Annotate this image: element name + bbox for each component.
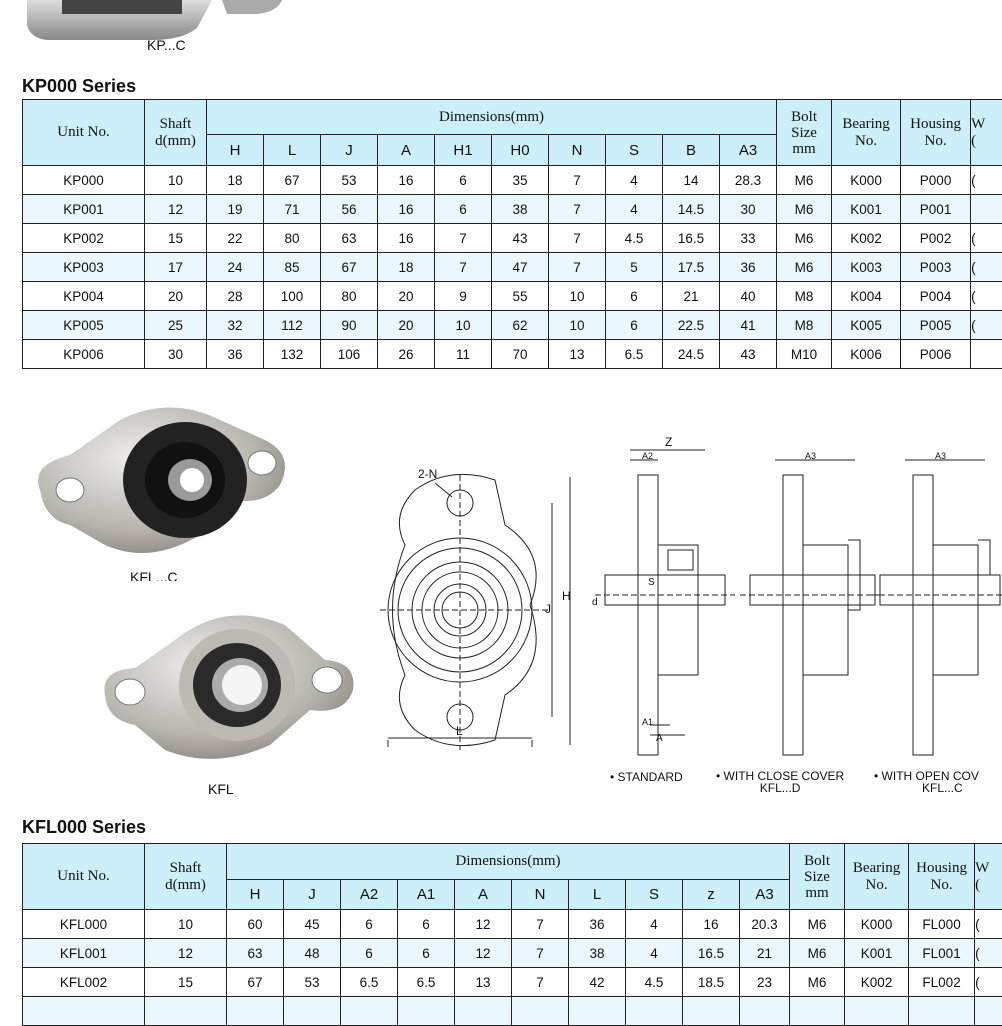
housing-no-header: Housing No. <box>901 100 971 166</box>
table-row <box>23 282 1002 311</box>
table-cell: K006 <box>832 340 901 369</box>
table-row <box>23 939 1002 968</box>
dimension-col-header: J <box>284 880 341 910</box>
dimension-col-header: A1 <box>398 880 455 910</box>
table-cell: 36 <box>569 910 626 939</box>
table-cell: M8 <box>777 282 832 311</box>
caption-close-cover: • WITH CLOSE COVER KFL...D <box>716 770 844 794</box>
label-a1: A1 <box>642 717 653 727</box>
table-cell <box>145 997 227 1026</box>
bolt-size-header: Bolt Size mm <box>790 844 845 910</box>
table-cell: 30 <box>720 195 777 224</box>
table-row <box>23 195 1002 224</box>
table-cell: 16 <box>378 166 435 195</box>
table-cell: ( <box>971 311 1002 340</box>
table-cell: P003 <box>901 253 971 282</box>
table-cell: 22.5 <box>663 311 720 340</box>
label-h: H <box>562 589 571 603</box>
table-cell: 7 <box>512 910 569 939</box>
table-cell: 90 <box>321 311 378 340</box>
label-d: d <box>592 597 598 608</box>
kp-c-caption: KP...C <box>147 37 186 53</box>
table-cell <box>971 195 1002 224</box>
table-cell: 22 <box>207 224 264 253</box>
table-cell: 16 <box>378 224 435 253</box>
table-cell <box>683 997 740 1026</box>
table-cell <box>284 997 341 1026</box>
table-cell: KFL001 <box>23 939 145 968</box>
table-cell: 24.5 <box>663 340 720 369</box>
table-cell: 28 <box>207 282 264 311</box>
table-cell: K001 <box>845 939 909 968</box>
dimension-col-header: A2 <box>341 880 398 910</box>
table-cell: 14.5 <box>663 195 720 224</box>
label-a: A <box>656 733 663 744</box>
kfl-c-caption: KFL...C <box>130 569 177 581</box>
label-a3-close: A3 <box>805 451 816 461</box>
kp-spec-table <box>22 99 1002 369</box>
table-cell: 6.5 <box>398 968 455 997</box>
table-cell: 24 <box>207 253 264 282</box>
table-cell <box>455 997 512 1026</box>
table-cell: 6.5 <box>606 340 663 369</box>
dimension-col-header: H0 <box>492 135 549 166</box>
table-cell: 43 <box>492 224 549 253</box>
dimension-col-header: A3 <box>720 135 777 166</box>
dimension-col-header: N <box>549 135 606 166</box>
table-cell: 35 <box>492 166 549 195</box>
table-cell: 36 <box>720 253 777 282</box>
dimensions-header: Dimensions(mm) <box>227 844 790 880</box>
dimension-col-header: J <box>321 135 378 166</box>
weight-header: W ( <box>975 844 1002 910</box>
table-cell: KP004 <box>23 282 145 311</box>
table-cell: 70 <box>492 340 549 369</box>
table-cell: K000 <box>845 910 909 939</box>
table-cell: M6 <box>790 910 845 939</box>
table-cell: M6 <box>790 968 845 997</box>
table-cell: P001 <box>901 195 971 224</box>
table-cell: 18 <box>207 166 264 195</box>
table-cell: 112 <box>264 311 321 340</box>
label-s: S <box>648 577 655 588</box>
bolt-size-header: Bolt Size mm <box>777 100 832 166</box>
table-cell: P000 <box>901 166 971 195</box>
table-cell: 20.3 <box>740 910 790 939</box>
table-cell: 53 <box>284 968 341 997</box>
table-cell: 43 <box>720 340 777 369</box>
dimension-col-header: N <box>512 880 569 910</box>
table-cell: 40 <box>720 282 777 311</box>
table-cell: 12 <box>145 939 227 968</box>
table-cell: 20 <box>145 282 207 311</box>
table-cell: 106 <box>321 340 378 369</box>
label-2-n: 2-N <box>418 467 437 481</box>
table-cell: KP006 <box>23 340 145 369</box>
table-cell: 6 <box>606 311 663 340</box>
table-cell: 13 <box>455 968 512 997</box>
table-cell: 10 <box>549 311 606 340</box>
table-cell: P004 <box>901 282 971 311</box>
dimensions-header: Dimensions(mm) <box>207 100 777 135</box>
table-cell: 7 <box>512 939 569 968</box>
weight-header: W ( <box>971 100 1002 166</box>
table-cell: 80 <box>264 224 321 253</box>
table-cell: 4.5 <box>606 224 663 253</box>
housing-no-header: Housing No. <box>909 844 975 910</box>
table-cell <box>23 997 145 1026</box>
kp-series-title: KP000 Series <box>22 76 136 97</box>
table-cell: M6 <box>777 253 832 282</box>
table-cell: 85 <box>264 253 321 282</box>
table-cell: 67 <box>321 253 378 282</box>
table-cell: 18 <box>378 253 435 282</box>
table-cell: K002 <box>832 224 901 253</box>
table-cell: 132 <box>264 340 321 369</box>
table-cell: 17 <box>145 253 207 282</box>
table-row <box>23 997 1002 1026</box>
table-cell: 6 <box>341 939 398 968</box>
unit-no-header: Unit No. <box>23 100 145 166</box>
label-l: L <box>456 724 463 738</box>
table-cell <box>512 997 569 1026</box>
table-cell: 62 <box>492 311 549 340</box>
table-cell: 6 <box>398 910 455 939</box>
table-cell: KP003 <box>23 253 145 282</box>
table-cell: K001 <box>832 195 901 224</box>
table-cell: 6 <box>606 282 663 311</box>
shaft-header: Shaft d(mm) <box>145 100 207 166</box>
table-cell: 7 <box>549 224 606 253</box>
table-cell: 15 <box>145 968 227 997</box>
table-cell: M6 <box>777 166 832 195</box>
table-cell: ( <box>971 224 1002 253</box>
table-cell: 16 <box>683 910 740 939</box>
table-cell: P002 <box>901 224 971 253</box>
table-cell: 18.5 <box>683 968 740 997</box>
table-cell: KP000 <box>23 166 145 195</box>
table-cell: M6 <box>777 224 832 253</box>
table-cell <box>341 997 398 1026</box>
table-cell: 7 <box>549 195 606 224</box>
caption-open-cover: • WITH OPEN COV KFL...C <box>874 770 1002 794</box>
table-cell: 15 <box>145 224 207 253</box>
dimension-col-header: z <box>683 880 740 910</box>
table-cell: 6 <box>435 195 492 224</box>
table-cell: 41 <box>720 311 777 340</box>
table-cell: FL000 <box>909 910 975 939</box>
table-cell: ( <box>971 166 1002 195</box>
table-cell: ( <box>971 253 1002 282</box>
table-cell: 10 <box>145 910 227 939</box>
table-cell: 67 <box>264 166 321 195</box>
table-cell: KP005 <box>23 311 145 340</box>
table-cell: 38 <box>492 195 549 224</box>
table-cell: 11 <box>435 340 492 369</box>
table-cell: 30 <box>145 340 207 369</box>
table-cell: M6 <box>790 939 845 968</box>
table-cell: 42 <box>569 968 626 997</box>
table-cell: 14 <box>663 166 720 195</box>
table-cell: M8 <box>777 311 832 340</box>
kfl-product-photo <box>95 600 360 770</box>
bearing-no-header: Bearing No. <box>845 844 909 910</box>
table-cell: 21 <box>740 939 790 968</box>
table-cell: 4 <box>606 195 663 224</box>
table-cell: 10 <box>435 311 492 340</box>
table-cell: 12 <box>145 195 207 224</box>
table-cell: 71 <box>264 195 321 224</box>
table-cell <box>845 997 909 1026</box>
table-cell: 60 <box>227 910 284 939</box>
table-cell: 7 <box>512 968 569 997</box>
table-cell <box>398 997 455 1026</box>
table-cell: 7 <box>435 253 492 282</box>
table-cell: 5 <box>606 253 663 282</box>
table-cell: 4.5 <box>626 968 683 997</box>
table-cell: K003 <box>832 253 901 282</box>
table-cell: 13 <box>549 340 606 369</box>
table-cell: 26 <box>378 340 435 369</box>
kfl-series-title: KFL000 Series <box>22 817 146 838</box>
table-row <box>23 910 1002 939</box>
table-cell: ( <box>971 282 1002 311</box>
table-cell: 4 <box>606 166 663 195</box>
table-cell <box>971 340 1002 369</box>
table-cell: K005 <box>832 311 901 340</box>
table-row <box>23 340 1002 369</box>
table-cell: 7 <box>549 253 606 282</box>
dimension-col-header: H1 <box>435 135 492 166</box>
dimension-col-header: A <box>378 135 435 166</box>
table-cell: 4 <box>626 939 683 968</box>
label-a2: A2 <box>642 451 653 461</box>
table-cell <box>569 997 626 1026</box>
dimension-col-header: L <box>569 880 626 910</box>
table-row <box>23 224 1002 253</box>
table-cell: P005 <box>901 311 971 340</box>
table-cell: 6.5 <box>341 968 398 997</box>
table-cell: K000 <box>832 166 901 195</box>
table-cell: 53 <box>321 166 378 195</box>
kfl-caption: KFL <box>208 781 234 797</box>
table-cell: K004 <box>832 282 901 311</box>
table-cell: 32 <box>207 311 264 340</box>
table-cell: 12 <box>455 939 512 968</box>
label-a3-open: A3 <box>935 451 946 461</box>
dimension-col-header: S <box>606 135 663 166</box>
dimension-col-header: A3 <box>740 880 790 910</box>
table-cell: 28.3 <box>720 166 777 195</box>
table-row <box>23 253 1002 282</box>
table-cell: 80 <box>321 282 378 311</box>
table-cell: 20 <box>378 282 435 311</box>
table-cell: 63 <box>227 939 284 968</box>
table-cell <box>790 997 845 1026</box>
table-cell: KFL002 <box>23 968 145 997</box>
table-cell: 6 <box>398 939 455 968</box>
bearing-no-header: Bearing No. <box>832 100 901 166</box>
table-cell: 6 <box>341 910 398 939</box>
table-cell: P006 <box>901 340 971 369</box>
table-cell: 63 <box>321 224 378 253</box>
table-cell: 45 <box>284 910 341 939</box>
dimension-col-header: L <box>264 135 321 166</box>
table-cell: 7 <box>435 224 492 253</box>
table-cell: K002 <box>845 968 909 997</box>
table-cell: 47 <box>492 253 549 282</box>
table-cell: 23 <box>740 968 790 997</box>
table-cell: 25 <box>145 311 207 340</box>
table-cell: FL001 <box>909 939 975 968</box>
table-cell: KP001 <box>23 195 145 224</box>
table-cell: FL002 <box>909 968 975 997</box>
table-cell: M10 <box>777 340 832 369</box>
table-cell: 21 <box>663 282 720 311</box>
table-cell: 33 <box>720 224 777 253</box>
table-cell: ( <box>975 910 1002 939</box>
table-row <box>23 311 1002 340</box>
table-cell: ( <box>975 968 1002 997</box>
dimension-col-header: B <box>663 135 720 166</box>
kfl-c-product-photo <box>30 395 290 565</box>
table-row <box>23 166 1002 195</box>
table-cell: 7 <box>549 166 606 195</box>
table-cell: 10 <box>145 166 207 195</box>
label-z: Z <box>665 435 672 449</box>
table-cell: KFL000 <box>23 910 145 939</box>
table-cell: 16.5 <box>683 939 740 968</box>
table-cell: 48 <box>284 939 341 968</box>
table-cell: 16.5 <box>663 224 720 253</box>
dimension-col-header: H <box>207 135 264 166</box>
kfl-technical-drawing <box>380 435 1002 805</box>
table-cell: M6 <box>777 195 832 224</box>
table-cell: 100 <box>264 282 321 311</box>
table-cell: 56 <box>321 195 378 224</box>
table-cell: 20 <box>378 311 435 340</box>
table-cell: 16 <box>378 195 435 224</box>
dimension-col-header: A <box>455 880 512 910</box>
table-cell: 36 <box>207 340 264 369</box>
table-cell: 38 <box>569 939 626 968</box>
table-cell <box>740 997 790 1026</box>
table-cell <box>227 997 284 1026</box>
table-cell <box>975 997 1002 1026</box>
kfl-spec-table <box>22 843 1002 1026</box>
table-cell: KP002 <box>23 224 145 253</box>
table-cell: ( <box>975 939 1002 968</box>
dimension-col-header: H <box>227 880 284 910</box>
table-cell: 55 <box>492 282 549 311</box>
table-cell: 4 <box>626 910 683 939</box>
table-cell <box>909 997 975 1026</box>
unit-no-header: Unit No. <box>23 844 145 910</box>
table-row <box>23 968 1002 997</box>
table-cell: 6 <box>435 166 492 195</box>
table-cell <box>626 997 683 1026</box>
table-cell: 12 <box>455 910 512 939</box>
table-cell: 9 <box>435 282 492 311</box>
caption-standard: • STANDARD <box>610 770 683 784</box>
table-cell: 67 <box>227 968 284 997</box>
table-cell: 17.5 <box>663 253 720 282</box>
table-cell: 10 <box>549 282 606 311</box>
label-j: J <box>545 602 551 616</box>
table-cell: 19 <box>207 195 264 224</box>
shaft-header: Shaft d(mm) <box>145 844 227 910</box>
dimension-col-header: S <box>626 880 683 910</box>
